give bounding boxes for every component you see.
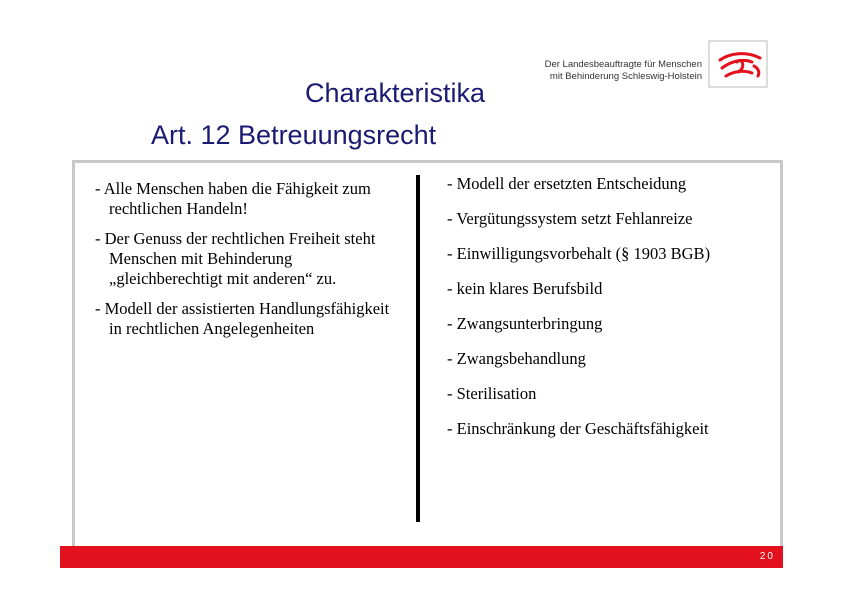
left-column <box>95 179 405 349</box>
footer-bar <box>60 546 783 568</box>
organization-name-line-2: mit Behinderung Schleswig-Holstein <box>549 71 702 82</box>
list-item: - Alle Menschen haben die Fähigkeit zum rechtlichen Handeln! <box>95 179 371 218</box>
column-divider <box>416 175 420 522</box>
right-column <box>447 174 757 454</box>
list-item: - Einschränkung der Geschäftsfähigkeit <box>447 419 709 438</box>
list-item: - kein klares Berufsbild <box>447 279 603 298</box>
page-number: 20 <box>759 551 775 562</box>
list-item: - Sterilisation <box>447 384 537 403</box>
sound-waves-logo-icon <box>708 40 768 88</box>
list-item: - Modell der ersetzten Entscheidung <box>447 174 687 193</box>
list-item: - Der Genuss der rechtlichen Freiheit steht Menschen mit Behinderung „gleichberechtigt mit anderen“ zu. <box>95 229 376 288</box>
list-item: - Einwilligungsvorbehalt (§ 1903 BGB) <box>447 244 711 263</box>
list-item: - Modell der assistierten Handlungsfähigkeit in rechtlichen Angelegenheiten <box>95 299 390 338</box>
slide-subtitle: Art. 12 Betreuungsrecht <box>151 120 437 150</box>
slide-title: Charakteristika <box>305 78 486 108</box>
organization-name-line-1: Der Landesbeauftragte für Menschen <box>544 59 702 70</box>
list-item: - Zwangsunterbringung <box>447 314 603 333</box>
list-item: - Zwangsbehandlung <box>447 349 586 368</box>
organization-name <box>498 59 702 83</box>
list-item: - Vergütungssystem setzt Fehlanreize <box>447 209 693 228</box>
